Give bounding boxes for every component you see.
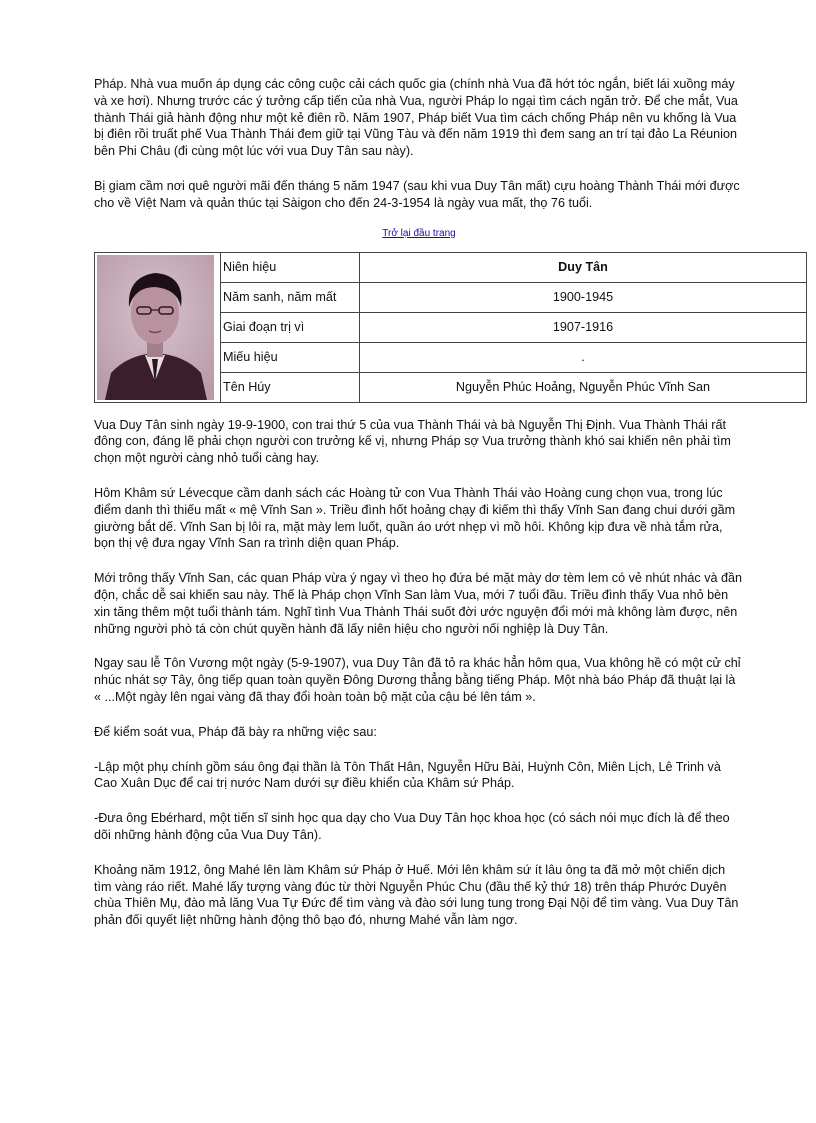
row-value: 1907-1916 xyxy=(360,312,807,342)
paragraph: Hôm Khâm sứ Lévecque cầm danh sách các Hoàng tử con Vua Thành Thái vào Hoàng cung chọn vua, trong lúc điểm danh thì thiếu mất « mệ Vĩnh San ». Triều đình hốt hoảng chạy đi kiếm thì thấy Vĩnh San đang chui dưới gầm giường bắt dế. Vĩnh San bị lôi ra, mặt mày lem luốt, quần áo ướt nhẹp vì mồ hôi. Không kịp đưa về nhà tắm rửa, bọn thị vệ đưa ngay Vĩnh San ra trình diện quan Pháp. xyxy=(94,485,736,551)
paragraph: Để kiểm soát vua, Pháp đã bày ra những việc sau: xyxy=(94,724,377,739)
row-value: 1900-1945 xyxy=(360,282,807,312)
row-value: Nguyễn Phúc Hoảng, Nguyễn Phúc Vĩnh San xyxy=(360,372,807,402)
row-label: Tên Húy xyxy=(221,372,360,402)
row-value: Duy Tân xyxy=(360,252,807,282)
paragraph: -Lập một phụ chính gồm sáu ông đại thần là Tôn Thất Hân, Nguyễn Hữu Bài, Huỳnh Côn, Miên Lịch, Lê Trinh và Cao Xuân Dục để cai trị nước Nam dưới sự điều khiển của Khâm sứ Pháp. xyxy=(94,759,721,791)
table-row xyxy=(95,252,807,282)
paragraph: Ngay sau lễ Tôn Vương một ngày (5-9-1907), vua Duy Tân đã tỏ ra khác hẳn hôm qua, Vua không hề có một cử chỉ nhúc nhát sợ Tây, ông tiếp quan toàn quyền Đông Dương thẳng bằng tiếng Pháp. Một nhà báo Pháp đã thuật lại là « ...Một ngày lên ngai vàng đã thay đổi hoàn toàn bộ mặt của cậu bé lên tám ». xyxy=(94,656,741,704)
row-label: Năm sanh, năm mất xyxy=(221,282,360,312)
back-to-top-container xyxy=(94,228,744,240)
portrait-cell xyxy=(95,252,221,402)
row-label: Miếu hiệu xyxy=(221,342,360,372)
portrait-photo xyxy=(97,255,214,400)
paragraph: Vua Duy Tân sinh ngày 19-9-1900, con trai thứ 5 của vua Thành Thái và bà Nguyễn Thị Định. Vua Thành Thái rất đông con, đáng lẽ phải chọn người con trưởng kế vị, nhưng Pháp sợ Vua trưởng thành khó sai khiến nên phải tìm chọn một người càng nhỏ tuổi càng hay. xyxy=(94,417,731,466)
paragraph: Khoảng năm 1912, ông Mahé lên làm Khâm sứ Pháp ở Huế. Mới lên khâm sứ ít lâu ông ta đã mở một chiến dịch tìm vàng ráo riết. Mahé lấy tượng vàng đúc từ thời Nguyễn Phúc Chu (đầu thế kỷ thứ 18) trên tháp Phước Duyên chùa Thiên Mụ, đào mả lăng Vua Tự Đức để tìm vàng và đào sới lung tung trong Đại Nội để tìm vàng. Vua Duy Tân phản đối quyết liệt những hành động thô bạo đó, nhưng Mahé vẫn làm ngơ. xyxy=(94,862,739,928)
info-table xyxy=(94,252,807,403)
row-value: . xyxy=(360,342,807,372)
paragraph: Bị giam cầm nơi quê người mãi đến tháng 5 năm 1947 (sau khi vua Duy Tân mất) cựu hoàng Thành Thái mới được cho về Việt Nam và quản thúc tại Sàigon cho đến 24-3-1954 là ngày vua mất, thọ 76 tuổi. xyxy=(94,178,740,210)
row-label: Giai đoạn trị vì xyxy=(221,312,360,342)
row-label: Niên hiệu xyxy=(221,252,360,282)
paragraph: Mới trông thấy Vĩnh San, các quan Pháp vừa ý ngay vì theo họ đứa bé mặt mày dơ tèm lem có vẻ nhút nhác và đần độn, chắc dễ sai khiến sau này. Thế là Pháp chọn Vĩnh San làm Vua, mới 7 tuổi đầu. Triều đình thấy Vua nhỏ bèn xin tăng thêm một tuổi thành tám. Nghĩ tình Vua Thành Thái suốt đời ước nguyện đổi mới mà không làm được, nên những người phò tá còn chút quyền hành đã lấy niên hiệu cho người nối nghiệp là Duy Tân. xyxy=(94,571,743,636)
back-to-top-link[interactable]: Trở lại đầu trang xyxy=(382,227,456,239)
document-page xyxy=(94,76,744,929)
paragraph: -Đưa ông Ebérhard, một tiến sĩ sinh học qua dạy cho Vua Duy Tân học khoa học (có sách nói mục đích là để theo dõi những hành động của Vua Duy Tân). xyxy=(94,811,730,842)
paragraph: Pháp. Nhà vua muốn áp dụng các công cuộc cải cách quốc gia (chính nhà Vua đã hớt tóc ngắn, biết lái xuồng máy và xe hơi). Nhưng trước các ý tưởng cấp tiến của nhà Vua, người Pháp lo ngại tìm cách ngăn trở. Để che mắt, Vua thành Thái giả hành động như một kẻ điên rồ. Năm 1907, Pháp biết Vua tìm cách chống Pháp nên vu khống là Vua bị điên rồi truất phế Vua Thành Thái đem giữ tại Vũng Tàu và đến năm 1919 thì đem sang an trí tại đảo La Réunion bên Phi Châu (đi cùng một lúc với vua Duy Tân sau này). xyxy=(94,77,738,159)
